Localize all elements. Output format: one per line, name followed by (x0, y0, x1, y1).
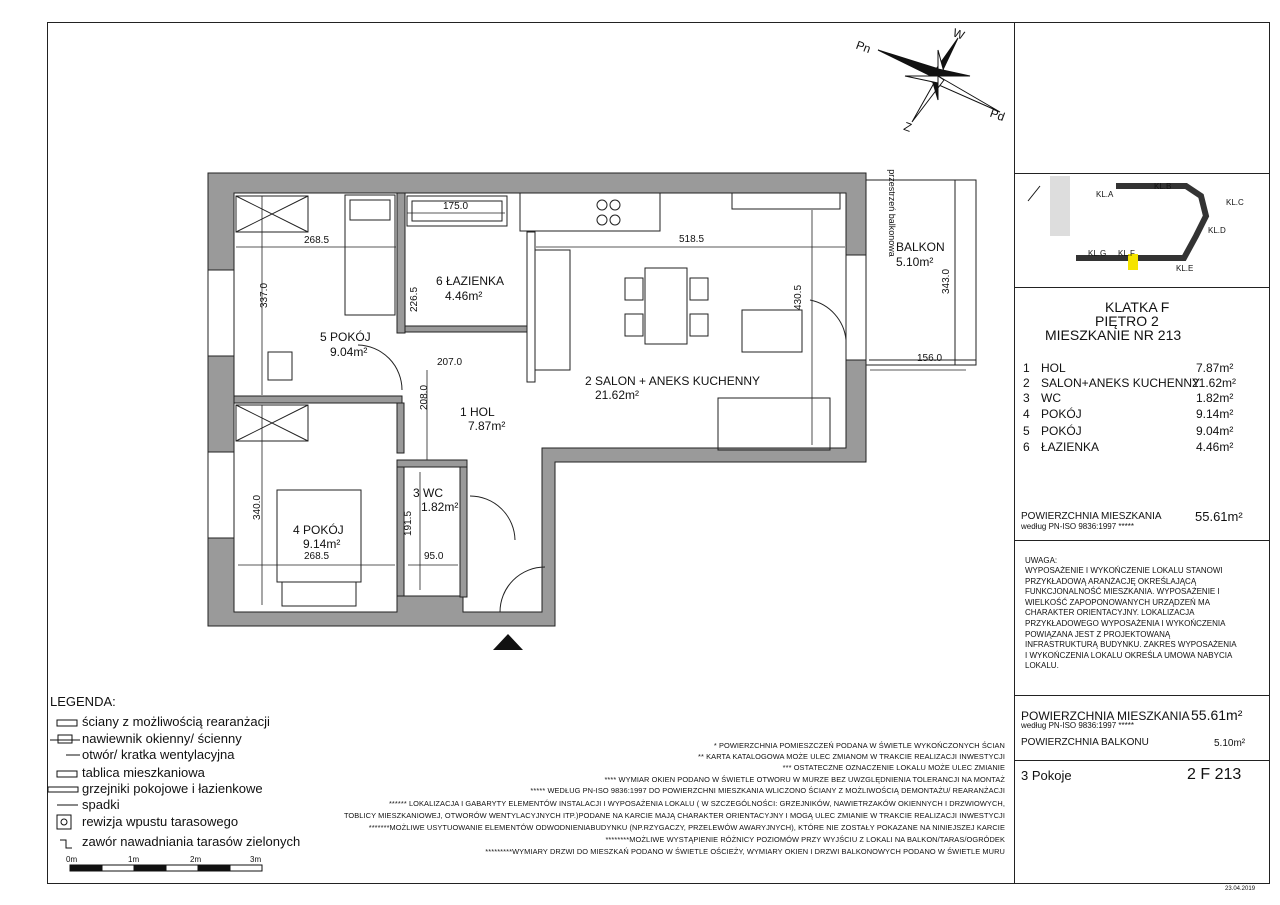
dim-95: 95.0 (424, 551, 444, 562)
dim-343: 343.0 (941, 268, 953, 295)
dim-156: 156.0 (917, 353, 943, 364)
window-room4 (208, 452, 234, 538)
scale-bar (70, 865, 262, 871)
divider-keyplan (1014, 173, 1270, 174)
wall-salon-kitchen (527, 232, 535, 382)
dim-175: 175.0 (443, 201, 469, 212)
room-hol-label: 1 HOL (460, 405, 495, 419)
room-pokoj5-label: 5 POKÓJ (320, 330, 371, 344)
uwaga-line: INFRASTRUKTURĄ BUDYNKU. ZAKRES WYPOSAŻENIA (1025, 640, 1237, 650)
entrance-triangle-icon (493, 634, 523, 650)
uwaga-line: PRZYKŁADOWEGO WYPOSAŻENIA I WYKOŃCZENIA (1025, 618, 1226, 628)
room-lazienka-area: 4.46m² (445, 289, 483, 303)
compass-z: Z (901, 119, 914, 135)
divider-pow (1014, 540, 1270, 541)
wall-bath-left (397, 193, 405, 333)
room-list-1-n: 1 (1023, 361, 1030, 375)
room-salon-area: 21.62m² (595, 388, 640, 402)
divider-info (1014, 287, 1270, 288)
keyplan-kl-d: KL.D (1208, 226, 1226, 235)
note-line: ****** LOKALIZACJA I GABARYTY ELEMENTÓW INSTALACJI I WYPOSAŻENIA LOKALU ( W SZCZEGÓLNOŚCI: GRZEJNIKÓW, NAWIETRZAKÓW OKIENNYCH I DRZWIOWYCH, (388, 799, 1005, 808)
uwaga-line: PRZYKŁADOWĄ ARANŻACJĘ OKREŚLAJĄCĄ (1025, 576, 1197, 586)
bed-room5 (345, 195, 395, 315)
room-list-2-name: SALON+ANEKS KUCHENNY (1041, 376, 1201, 390)
room-list-6-name: ŁAZIENKA (1041, 440, 1100, 454)
keyplan-kl-e: KL.E (1176, 264, 1194, 273)
pow-norm: według PN-ISO 9836:1997 ***** (1021, 522, 1134, 531)
legend-item-grzejniki: grzejniki pokojowe i łazienkowe (82, 781, 263, 796)
wall-rooms-divider (234, 396, 402, 403)
room-hol-area: 7.87m² (468, 419, 506, 433)
scale-0: 0m (66, 855, 78, 864)
uwaga-line: CHARAKTER ORIENTACYJNY. LOKALIZACJA (1025, 608, 1195, 618)
room-list-2-n: 2 (1023, 376, 1030, 390)
compass-pn: Pn (854, 37, 873, 57)
window-balcony (846, 255, 866, 360)
divider-summary (1014, 760, 1270, 761)
keyplan-kl-c: KL.C (1226, 198, 1244, 207)
note-line: *******MOŻLIWE USYTUOWANIE ELEMENTÓW ODWODNIENIABUDYNKU (NP.RZYGACZY, PRZELEWÓW AWARYJNYCH), KTÓRE NIE ZOSTAŁY POKAZANE NA NINIEJSZEJ KARCIE (368, 823, 1005, 832)
room-list-5-area: 9.04m² (1196, 424, 1234, 438)
mieszkanie-label: MIESZKANIE NR 213 (1045, 327, 1182, 343)
room-list-4-area: 9.14m² (1196, 407, 1234, 421)
room-list-4-name: POKÓJ (1041, 407, 1082, 421)
room-lazienka-label: 6 ŁAZIENKA (436, 274, 505, 288)
uwaga-line: WIELKOŚĆ ZAPOPONOWANYCH URZĄDZEŃ MA (1025, 597, 1211, 607)
uwaga-text (1025, 566, 1237, 672)
balkon-value: 5.10m² (1214, 738, 1246, 749)
note-line: ** KARTA KATALOGOWA MOŻE ULEC ZMIANOM W TRAKCIE REALIZACJI INWESTYCJI (698, 752, 1005, 761)
pietro-label: PIĘTRO 2 (1095, 313, 1159, 329)
note-line: ***** WEDŁUG PN-ISO 9836:1997 DO POWIERZCHNI MIESZKANIA WLICZONO ŚCIANY Z MOŻLIWOŚCIĄ DEMONTAŻU/ REARANŻACJI (530, 786, 1005, 795)
room-list-3-area: 1.82m² (1196, 391, 1234, 405)
room-balkon-label: BALKON (896, 240, 945, 254)
wall-bath-bottom (405, 326, 533, 332)
dim-191-5: 191.5 (403, 510, 415, 537)
notes-block (300, 742, 1005, 860)
sofa (718, 398, 830, 450)
room-wc-label: 3 WC (413, 486, 443, 500)
balcony-space-label: przestrzeń balkonowa (886, 169, 897, 257)
keyplan-kl-a: KL.A (1096, 190, 1114, 199)
dim-226-5: 226.5 (409, 286, 421, 313)
pokoje-label: 3 Pokoje (1021, 768, 1072, 783)
scale-1: 1m (128, 855, 140, 864)
dining-table (645, 268, 687, 344)
room-list-3-name: WC (1041, 391, 1061, 405)
pow2-norm: według PN-ISO 9836:1997 ***** (1021, 721, 1134, 730)
legend-item-nawiewnik: nawiewnik okienny/ ścienny (82, 731, 242, 746)
uwaga-line: FUNKCJONALNOŚĆ MIESZKANIA. WYPOSAŻENIE I (1025, 587, 1220, 597)
legend-item-tablica: tablica mieszkaniowa (82, 765, 205, 780)
room-list-6-n: 6 (1023, 440, 1030, 454)
note-line: ********MOŻLIWE WYSTĄPIENIE RÓŻNICY POZIOMÓW PRZY WYJŚCIU Z LOKALI NA BALKON/TARAS/OGRÓDEK (605, 835, 1005, 844)
note-line: *** OSTATECZNE OZNACZENIE LOKALU MOŻE ULEC ZMIANIE (782, 763, 1005, 772)
uwaga-title: UWAGA: (1025, 556, 1058, 565)
window-room5 (208, 270, 234, 356)
room-list-2-area: 21.62m² (1192, 376, 1237, 390)
room-list-6-area: 4.46m² (1196, 440, 1234, 454)
legend-item-rewizja: rewizja wpustu tarasowego (82, 814, 239, 829)
dim-268-5-bot: 268.5 (304, 551, 330, 562)
dim-208: 208.0 (419, 384, 431, 411)
compass-rose-icon (878, 38, 1000, 122)
compass-w: W (950, 25, 967, 43)
pow2-label: POWIERZCHNIA MIESZKANIA (1021, 709, 1190, 723)
room-list-5-n: 5 (1023, 424, 1030, 438)
compass-pd: Pd (988, 105, 1007, 125)
note-line: * POWIERZCHNIA POMIESZCZEŃ PODANA W ŚWIETLE WYKOŃCZONYCH ŚCIAN (713, 741, 1005, 750)
dim-430-5: 430.5 (793, 284, 805, 311)
legend-item-otwor: otwór/ kratka wentylacyjna (82, 747, 235, 762)
pow-label: POWIERZCHNIA MIESZKANIA (1021, 511, 1162, 522)
legend-item-zawor: zawór nawadniania tarasów zielonych (82, 834, 301, 849)
dim-337: 337.0 (259, 282, 271, 309)
room-list-1-area: 7.87m² (1196, 361, 1234, 375)
pow-value: 55.61m² (1195, 509, 1243, 524)
note-line: *********WYMIARY DRZWI DO MIESZKAŃ PODANO W ŚWIETLE OŚCIEŻY, WYMIARY OKIEN I DRZWI BALKONOWYCH PODANO W ŚWIETLE MURU (485, 847, 1005, 856)
kitchen-counter (520, 193, 660, 231)
legend-item-walls: ściany z możliwością rearanżacji (82, 714, 270, 729)
room-salon-label: 2 SALON + ANEKS KUCHENNY (585, 374, 761, 388)
panel-divider (1014, 22, 1015, 884)
room-wc-area: 1.82m² (421, 500, 459, 514)
note-line: **** WYMIAR OKIEN PODANO W ŚWIETLE OTWORU W MURZE BEZ UWZGLĘDNIENIA TOLERANCJI NA MONTAŻ (604, 775, 1005, 784)
dim-340: 340.0 (252, 494, 264, 521)
keyplan (1016, 176, 1266, 284)
uwaga-line: LOKALU. (1025, 661, 1059, 671)
wall-wc-top (397, 460, 467, 467)
uwaga-line: POWIĄZANA JEST Z PROJEKTOWANĄ (1025, 629, 1171, 639)
room-list-5-name: POKÓJ (1041, 424, 1082, 438)
scale-2: 2m (190, 855, 202, 864)
divider-uwaga (1014, 695, 1270, 696)
pow2-value: 55.61m² (1191, 707, 1243, 723)
legend-title: LEGENDA: (50, 694, 116, 709)
keyplan-kl-b: KL.B (1154, 182, 1172, 191)
date-label: 23.04.2019 (1225, 886, 1256, 892)
dim-207: 207.0 (437, 357, 463, 368)
uwaga-line: WYPOSAŻENIE I WYKOŃCZENIE LOKALU STANOWI (1025, 566, 1223, 575)
wall-hol-left (397, 403, 404, 453)
scale-3: 3m (250, 855, 262, 864)
keyplan-kl-f: KL.F (1118, 249, 1135, 258)
keyplan-drawing (1016, 176, 1266, 284)
room-list-1-name: HOL (1041, 361, 1066, 375)
balcony-outline (866, 180, 976, 365)
room-list-4-n: 4 (1023, 407, 1030, 421)
room-balkon-area: 5.10m² (896, 255, 934, 269)
room-pokoj5-area: 9.04m² (330, 345, 368, 359)
dim-518-5: 518.5 (679, 234, 705, 245)
keyplan-kl-g: KL.G (1088, 249, 1107, 258)
room-list-3-n: 3 (1023, 391, 1030, 405)
note-line: TOBLICY MIESZKANIOWEJ, OTWORÓW WENTYLACYJNYCH ITP.)PODANE NA KARCIE MAJĄ CHARAKTER ORIENTACYJNY I MOGĄ ULEC ZMIANIE W TRAKCIE REALIZACJI INWESTYCJI (343, 811, 1005, 820)
room-pokoj4-area: 9.14m² (303, 537, 341, 551)
dim-268-5-top: 268.5 (304, 235, 330, 246)
klatka-label: KLATKA F (1105, 299, 1170, 315)
uwaga-line: I WYKOŃCZENIA LOKALU OKREŚLA UMOWA NABYCIA (1025, 650, 1233, 660)
apartment-code: 2 F 213 (1187, 766, 1242, 783)
legend-item-spadki: spadki (82, 797, 120, 812)
room-pokoj4-label: 4 POKÓJ (293, 523, 344, 537)
balkon-label: POWIERZCHNIA BALKONU (1021, 737, 1149, 748)
wall-wc-right (460, 467, 467, 597)
